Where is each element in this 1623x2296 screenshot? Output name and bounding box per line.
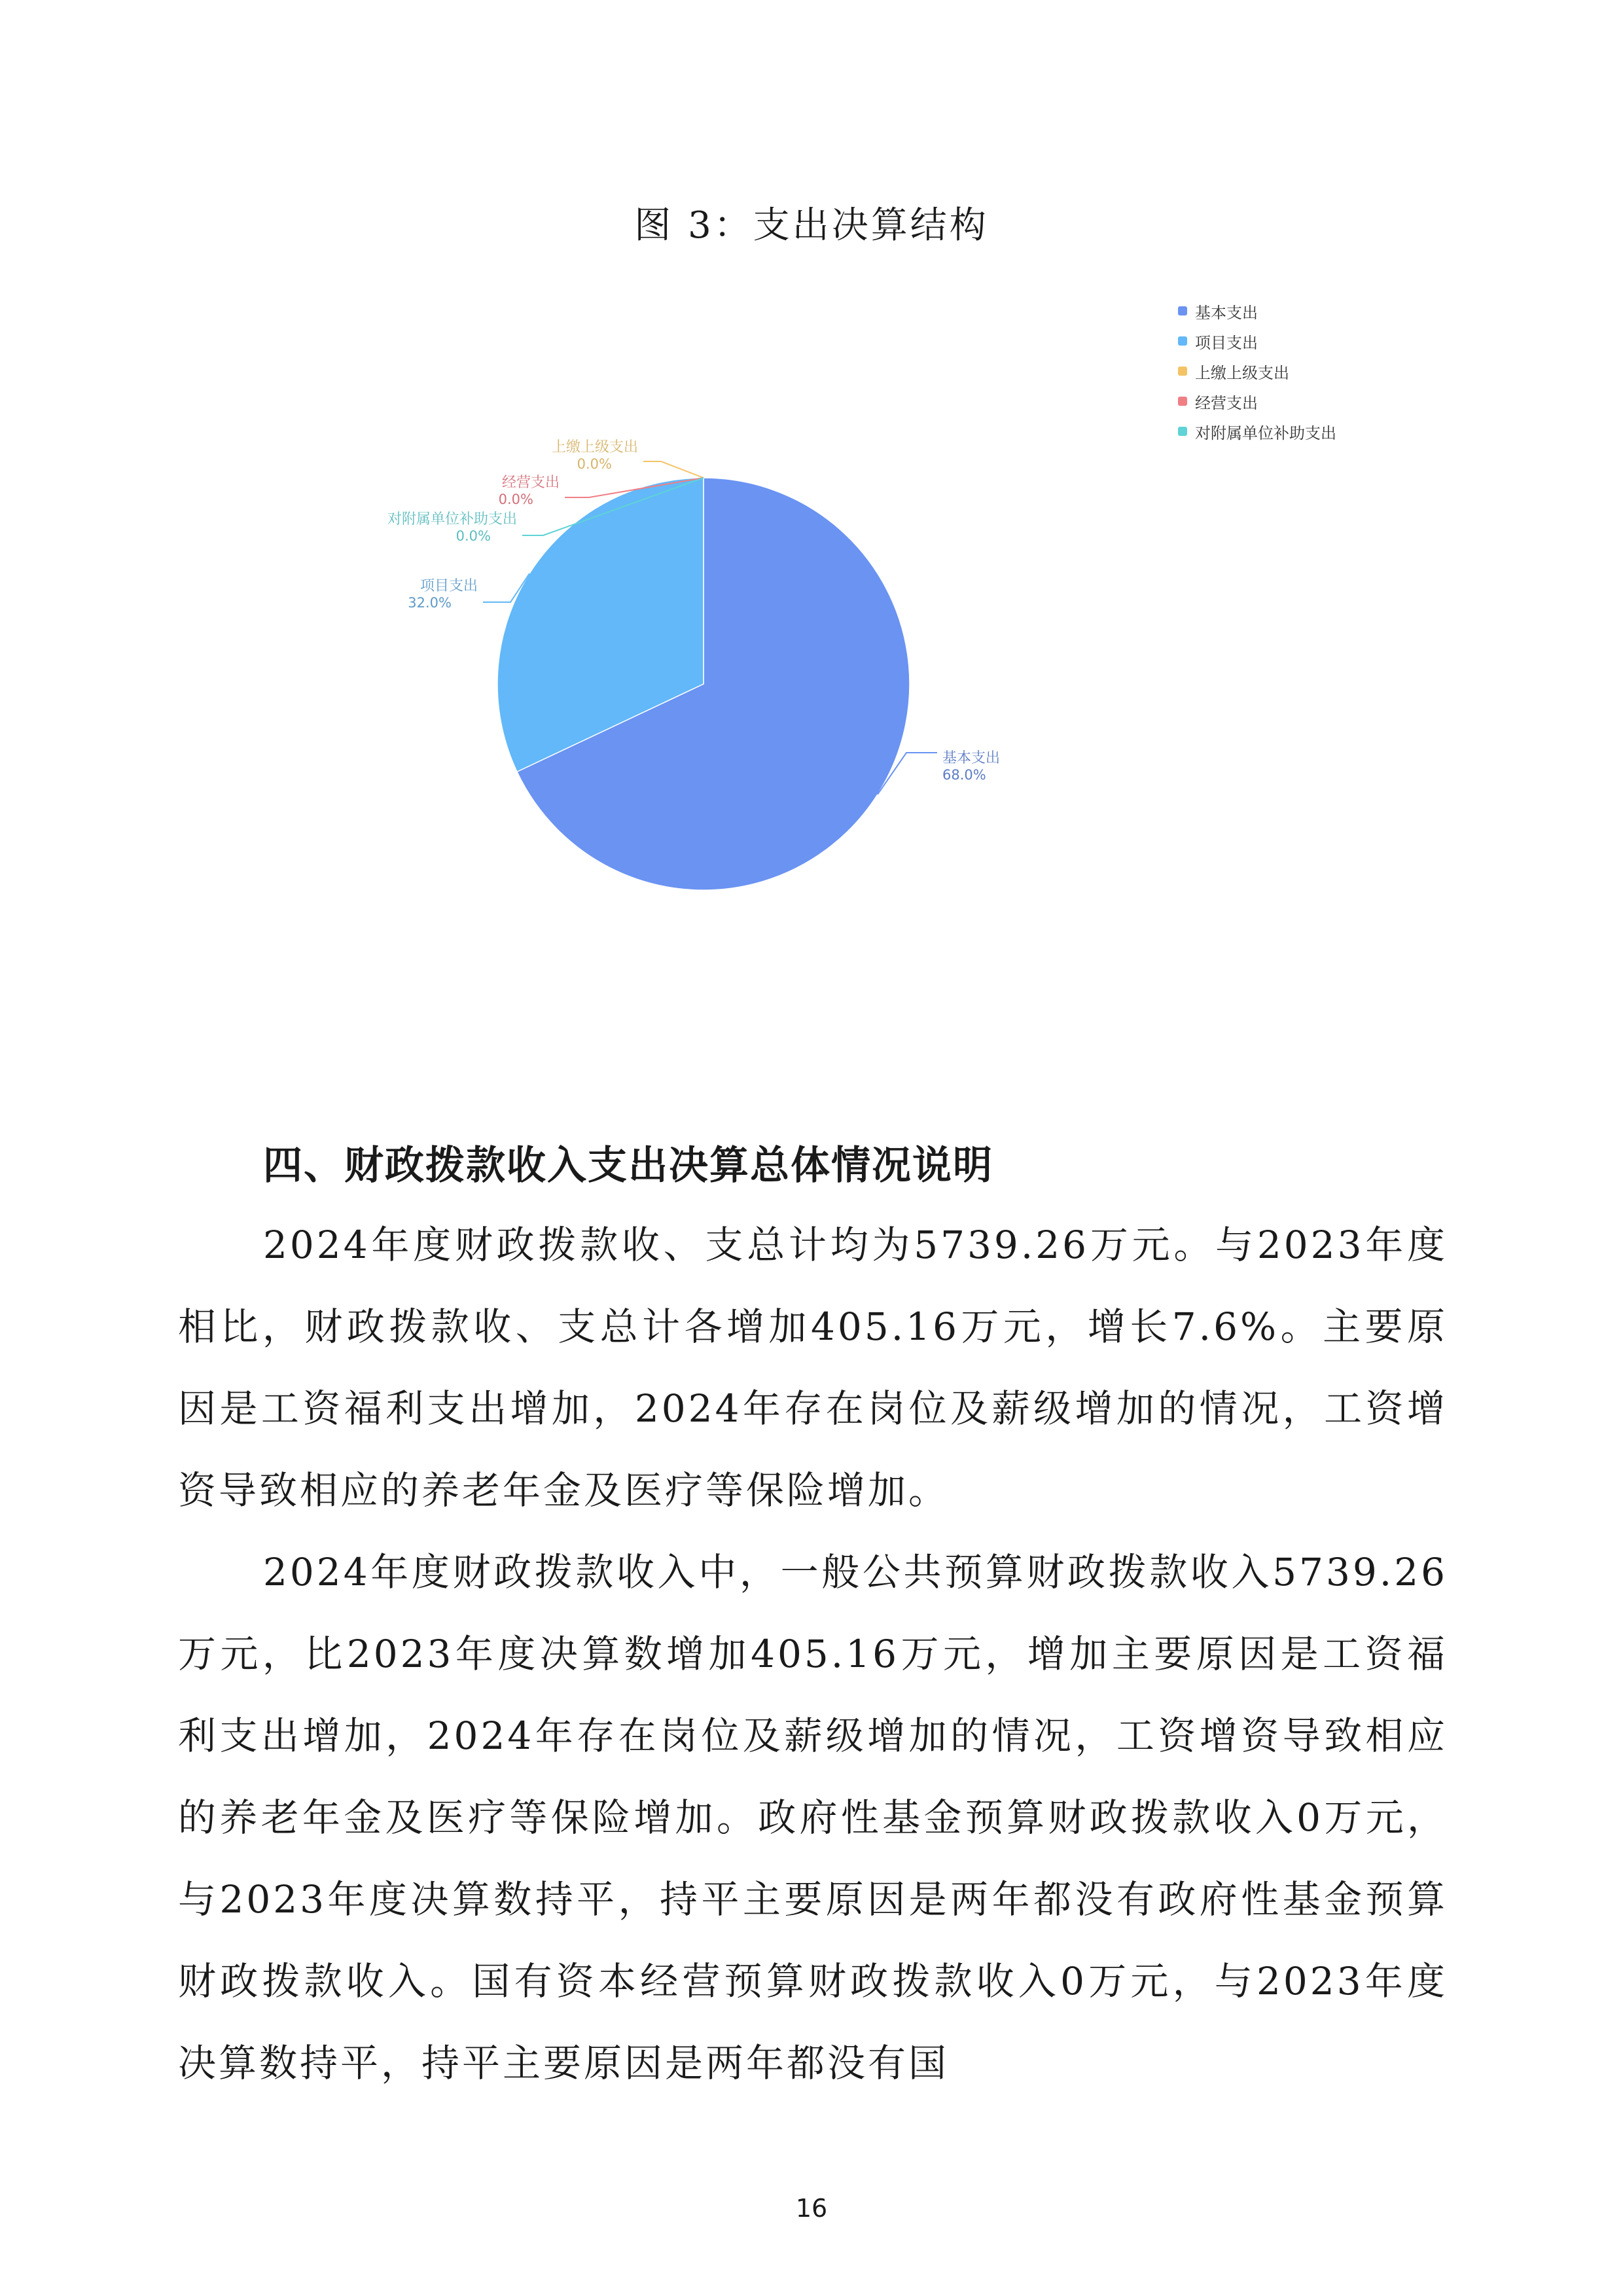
- legend-swatch: [1178, 336, 1187, 346]
- slice-percent-label: 0.0%: [577, 456, 612, 472]
- figure-title: 图 3：支出决算结构: [634, 204, 989, 247]
- slice-category-label: 项目支出: [419, 578, 478, 594]
- slice-percent-label: 0.0%: [498, 492, 533, 507]
- legend-label: 经营支出: [1195, 393, 1258, 412]
- slice-category-label: 对附属单位补助支出: [387, 511, 517, 528]
- slice-percent-label: 32.0%: [408, 595, 452, 611]
- chart-legend: [1178, 296, 1336, 446]
- legend-item[interactable]: [1178, 356, 1336, 386]
- legend-label: 对附属单位补助支出: [1195, 423, 1336, 442]
- section-heading: 四、财政拨款收入支出决算总体情况说明: [263, 1143, 993, 1189]
- body-paragraph: 2024年度财政拨款收、支总计均为5739.26万元。与2023年度相比，财政拨款收、支总计各增加405.16万元，增长7.6%。主要原因是工资福利支出增加，2024年存在岗位及薪级增加的情况，工资增资导致相应的养老年金及医疗等保险增加。: [178, 1223, 1448, 1513]
- legend-swatch: [1178, 306, 1187, 315]
- legend-swatch: [1178, 367, 1187, 376]
- slice-category-label: 经营支出: [501, 475, 560, 491]
- legend-label: 项目支出: [1195, 333, 1258, 352]
- body-paragraph: 2024年度财政拨款收入中，一般公共预算财政拨款收入5739.26万元，比2023年度决算数增加405.16万元，增加主要原因是工资福利支出增加，2024年存在岗位及薪级增加的情况，工资增资导致相应的养老年金及医疗等保险增加。政府性基金预算财政拨款收入0万元，与2023年度决算数持平，持平主要原因是两年都没有政府性基金预算财政拨款收入。国有资本经营预算财政拨款收入0万元，与2023年度决算数持平，持平主要原因是两年都没有国: [178, 1550, 1448, 2085]
- legend-swatch: [1178, 397, 1187, 406]
- legend-item[interactable]: [1178, 386, 1336, 416]
- legend-label: 上缴上级支出: [1195, 363, 1289, 382]
- slice-percent-label: 68.0%: [942, 767, 986, 783]
- legend-swatch: [1178, 427, 1187, 436]
- slice-percent-label: 0.0%: [455, 528, 491, 544]
- legend-item[interactable]: [1178, 416, 1336, 446]
- legend-item[interactable]: [1178, 326, 1336, 356]
- slice-category-label: 上缴上级支出: [551, 439, 638, 456]
- pie-chart: [0, 249, 1623, 969]
- legend-label: 基本支出: [1195, 303, 1258, 322]
- page-number: 16: [795, 2194, 828, 2223]
- slice-category-label: 基本支出: [942, 750, 1001, 766]
- leader-line: [643, 461, 704, 478]
- legend-item[interactable]: [1178, 296, 1336, 326]
